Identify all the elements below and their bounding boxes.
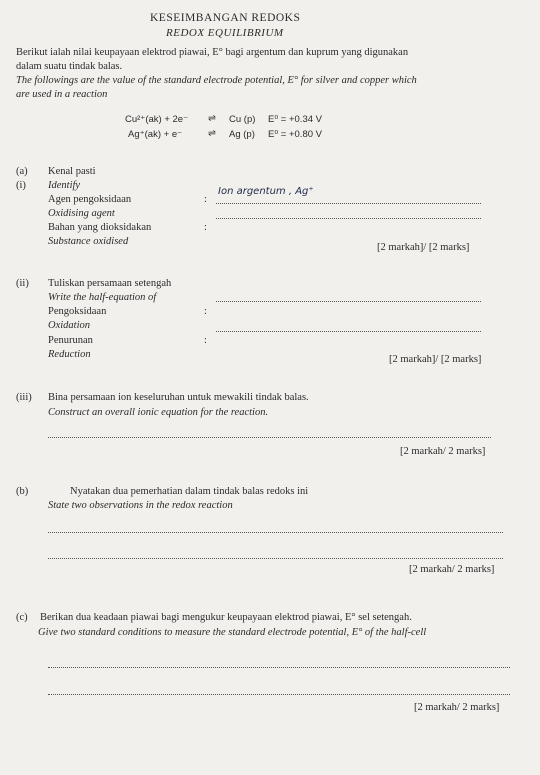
- answer-line-oxidising-agent[interactable]: [216, 203, 481, 204]
- oxidation-english: Oxidation: [48, 320, 90, 331]
- cu-equilibrium-arrow: ⇌: [208, 113, 216, 124]
- marks-a-ii: [2 markah]/ [2 marks]: [389, 354, 482, 365]
- colon: :: [204, 194, 207, 205]
- part-c-label: (c): [16, 612, 28, 623]
- reduction-english: Reduction: [48, 349, 91, 360]
- answer-line-overall-equation[interactable]: [48, 437, 491, 438]
- part-a-iii-malay: Bina persamaan ion keseluruhan untuk mewakili tindak balas.: [48, 392, 309, 403]
- answer-line-reduction[interactable]: [216, 331, 481, 332]
- reduction-malay: Penurunan: [48, 335, 93, 346]
- part-b-label: (b): [16, 486, 29, 497]
- page-title: KESEIMBANGAN REDOKS: [150, 12, 301, 24]
- cu-half-equation-right: Cu (p): [229, 114, 256, 125]
- part-a-iii-label: (iii): [16, 392, 32, 403]
- oxidising-agent-english: Oxidising agent: [48, 208, 115, 219]
- answer-line-substance-oxidised[interactable]: [216, 218, 481, 219]
- ag-half-equation-left: Ag⁺(ak) + e⁻: [128, 129, 183, 140]
- answer-line-condition-2[interactable]: [48, 694, 510, 695]
- substance-oxidised-english: Substance oxidised: [48, 236, 129, 247]
- ag-equilibrium-arrow: ⇌: [208, 128, 216, 139]
- intro-english-line2: are used in a reaction: [16, 89, 108, 100]
- part-c-malay: Berikan dua keadaan piawai bagi mengukur keupayaan elektrod piawai, E° sel setengah.: [40, 612, 412, 623]
- intro-malay-line2: dalam suatu tindak balas.: [16, 61, 123, 72]
- part-a-title: Kenal pasti: [48, 166, 96, 177]
- oxidising-agent-malay: Agen pengoksidaan: [48, 194, 132, 205]
- colon: :: [204, 335, 207, 346]
- cu-electrode-potential: E⁰ = +0.34 V: [268, 114, 322, 125]
- part-a-i-label: (i): [16, 180, 26, 191]
- part-a-iii-english: Construct an overall ionic equation for the reaction.: [48, 407, 269, 418]
- ag-half-equation-right: Ag (p): [229, 129, 255, 140]
- part-b-english: State two observations in the redox reaction: [48, 500, 233, 511]
- substance-oxidised-malay: Bahan yang dioksidakan: [48, 222, 152, 233]
- answer-line-condition-1[interactable]: [48, 667, 510, 668]
- marks-b: [2 markah/ 2 marks]: [409, 564, 495, 575]
- colon: :: [204, 222, 207, 233]
- part-a-ii-title-malay: Tuliskan persamaan setengah: [48, 278, 172, 289]
- part-c-english: Give two standard conditions to measure the standard electrode potential, E° of the half-cell: [38, 627, 427, 638]
- part-a-label: (a): [16, 166, 28, 177]
- ag-electrode-potential: E⁰ = +0.80 V: [268, 129, 322, 140]
- oxidation-malay: Pengoksidaan: [48, 306, 107, 317]
- answer-line-observation-2[interactable]: [48, 558, 503, 559]
- marks-c: [2 markah/ 2 marks]: [414, 702, 500, 713]
- part-a-i-title: Identify: [48, 180, 81, 191]
- handwritten-answer: Ion argentum , Ag⁺: [218, 186, 314, 197]
- cu-half-equation-left: Cu²⁺(ak) + 2e⁻: [125, 114, 189, 125]
- marks-a-i: [2 markah]/ [2 marks]: [377, 242, 470, 253]
- part-a-ii-label: (ii): [16, 278, 29, 289]
- answer-line-oxidation[interactable]: [216, 301, 481, 302]
- colon: :: [204, 306, 207, 317]
- part-a-ii-title-english: Write the half-equation of: [48, 292, 157, 303]
- intro-english-line1: The followings are the value of the standard electrode potential, E° for silver and copper which: [16, 75, 417, 86]
- marks-a-iii: [2 markah/ 2 marks]: [400, 446, 486, 457]
- answer-line-observation-1[interactable]: [48, 532, 503, 533]
- intro-malay-line1: Berikut ialah nilai keupayaan elektrod piawai, E° bagi argentum dan kuprum yang digunakan: [16, 47, 409, 58]
- page-subtitle: REDOX EQUILIBRIUM: [166, 27, 284, 39]
- part-b-malay: Nyatakan dua pemerhatian dalam tindak balas redoks ini: [70, 486, 309, 497]
